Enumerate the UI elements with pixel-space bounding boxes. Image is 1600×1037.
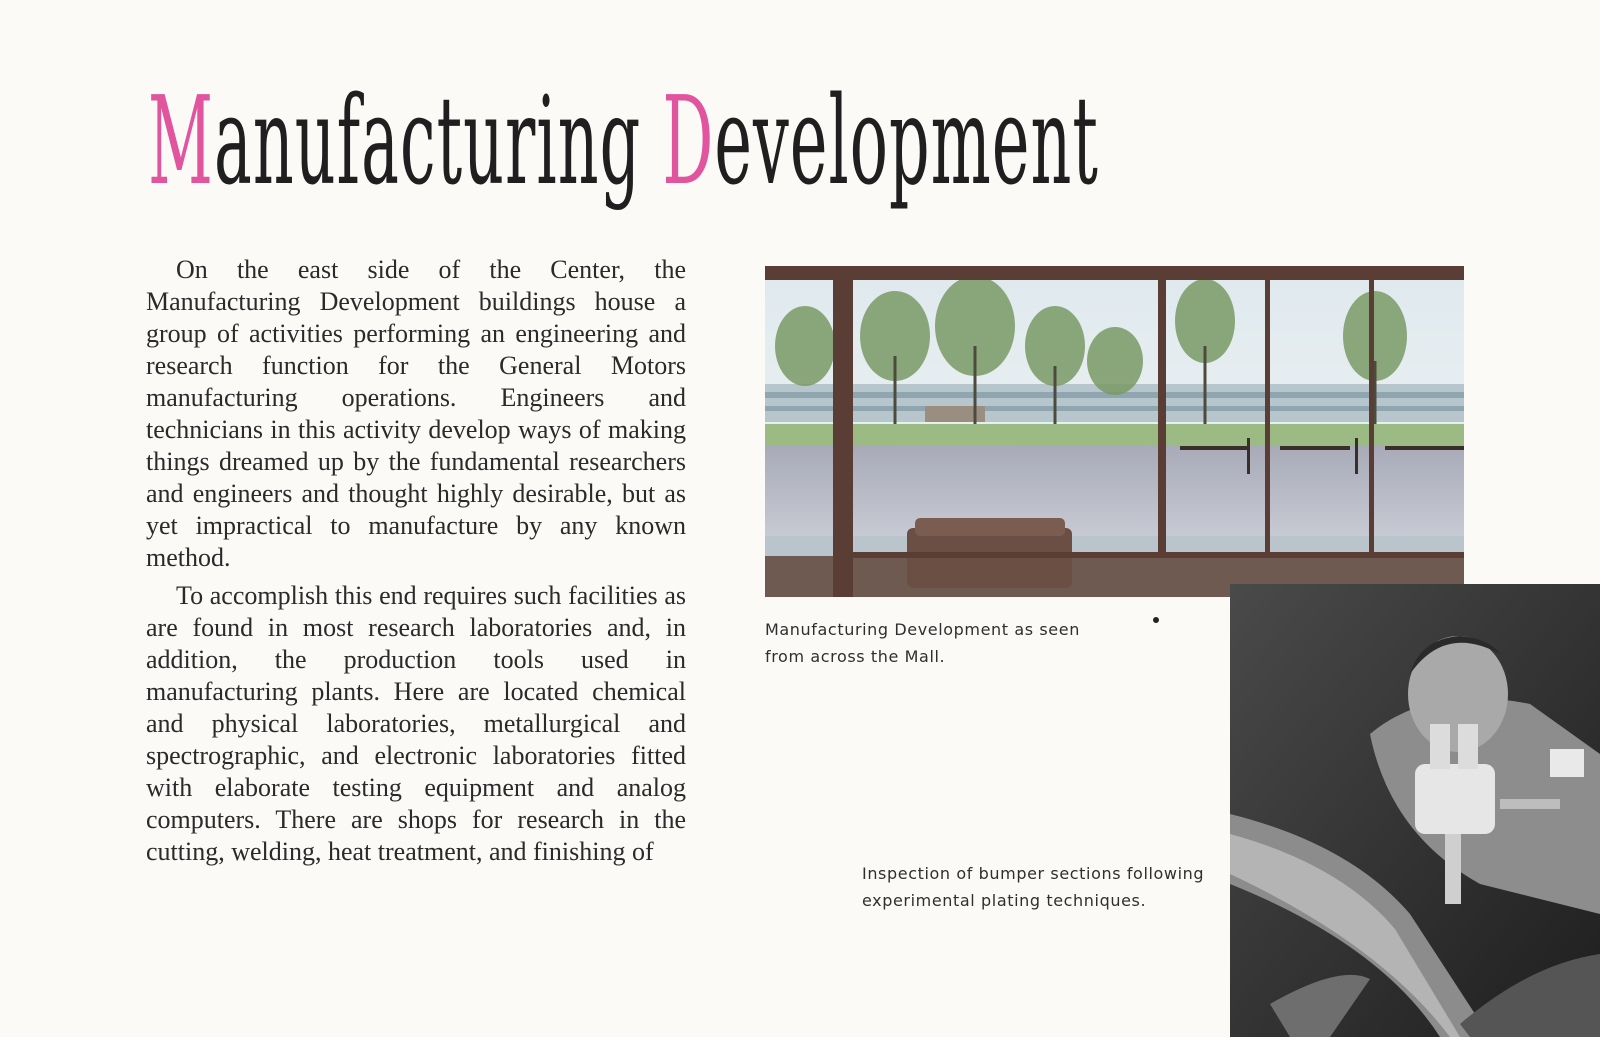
mall-view-illustration <box>765 266 1464 597</box>
inspection-photo-caption: Inspection of bumper sections following experimental plating techniques. <box>862 864 1205 910</box>
page-title <box>148 70 1099 212</box>
body-paragraph-1: On the east side of the Center, the Manufacturing Development buildings house a group of activities performing an engineering and research function for the General Motors manufacturing operations. Engineers and technicians in this activity develop ways of making things dreamed up by the fundamental researchers and engineers and thought highly desirable, but as yet impractical to manufacture by any known method. <box>146 255 686 572</box>
bullet-dot <box>1153 617 1159 623</box>
title-initial-d: D <box>662 70 715 212</box>
title-word-manufacturing: anufacturing <box>213 70 642 212</box>
inspection-illustration <box>1230 584 1600 1037</box>
mall-photo-caption: Manufacturing Development as seen from across the Mall. <box>765 620 1080 666</box>
bumper-inspection-photo <box>1230 584 1600 1037</box>
mall-view-photo <box>765 266 1464 597</box>
title-initial-m: M <box>148 70 214 212</box>
body-paragraph-2: To accomplish this end requires such facilities as are found in most research laboratories and, in addition, the production tools used in manufacturing plants. Here are located chemical and physical laboratories, metallurgical and spectrographic, and electronic laboratories fitted with elaborate testing equipment and analog computers. There are shops for research in the cutting, welding, heat treatment, and finishing of <box>146 581 686 866</box>
title-word-development: evelopment <box>714 70 1099 212</box>
body-text-column <box>146 254 686 874</box>
